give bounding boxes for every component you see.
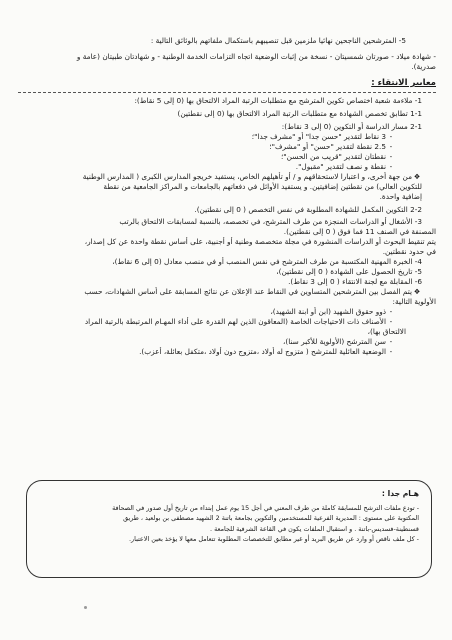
dash-bullet-icon: - <box>389 132 393 141</box>
priority-item <box>18 337 436 347</box>
tie-break-rule-cont: الأولوية التالية: <box>392 297 436 306</box>
requirement-item-5: 5- المترشحين الناجحين نهائيا ملزمين قبل تنصيبهم باستكمال ملفاتهم بالوثائق التالية : <box>150 36 406 45</box>
grade-bullet <box>18 142 436 152</box>
priority-item-text: الوضعية العائلية للمترشح ( متزوج له أولاد ،متزوج دون أولاد ،متكفل بعائلة، أعزب). <box>139 347 386 356</box>
criterion-1-1: 1-1 تطابق تخصص الشهادة مع متطلبات الرتبة المراد الالتحاق بها (0 إلى نقطتين) <box>177 109 422 118</box>
grade-bullet-text: 2.5 نقطة لتقدير "حسن" أو "مشرف"؛ <box>269 142 386 151</box>
bonus-points-line-cont: للتكوين العالي) من نقطتين إضافيتين. و يستفيد الأوائل في دفعاتهم بالجامعات و المراكز الجامعية من نقطة <box>103 182 422 191</box>
criterion-2-2: 2-2 التكوين المكمل للشهادة المطلوبة في نفس التخصص ( 0 إلى نقطتين). <box>194 205 422 214</box>
dash-bullet-icon: - <box>389 142 393 151</box>
criterion-5: 5- تاريخ الحصول على الشهادة ( 0 إلى نقطتين)، <box>276 267 422 276</box>
priority-item <box>18 317 436 327</box>
tie-break-rule <box>18 287 436 297</box>
important-note-title: هـام جدا : <box>381 489 419 498</box>
diamond-bullet-icon: ❖ <box>413 287 421 296</box>
note-line: المكتوبة على مستوى : المديرية الفرعية للمستخدمين والتكوين بجامعة باتنة 2 الشهيد مصطفى بن بولعيد ، طريق <box>123 514 419 522</box>
note-line: قسنطينة-فسديس-باتنة . و استقبال الملفات يكون في القاعة الشرفية للجامعة . <box>210 524 419 533</box>
grade-bullet-text: 3 نقاط لتقدير "حسن جدا" أو "مشرف جدا"؛ <box>251 132 386 141</box>
criterion-6: 6- المقابلة مع لجنة الانتقاء ( 0 إلى 3 نقاط). <box>288 277 422 286</box>
grade-bullet-text: نقطتان لتقدير "قريب من الحسن"؛ <box>280 152 386 161</box>
required-documents-line: - شهادة ميلاد - صورتان شمسيتان - نسخة من إثبات الوضعية اتجاه التزامات الخدمة الوطنية - و شهادتان طبيتان (عامة و <box>76 52 436 61</box>
criterion-4: 4- الخبرة المهنية المكتسبة من طرف المترشح في نفس المنصب أو في منصب معادل (0 إلى 6 نقاط)، <box>112 257 422 266</box>
required-documents-line-cont: صدرية). <box>411 62 436 71</box>
criterion-1: 1- ملاءمة شعبة اختصاص تكوين المترشح مع متطلبات الرتبة المراد الالتحاق بها (0 إلى 5 نقاط): <box>134 96 422 105</box>
criterion-3-cont: المصنفة في الصنف 11 فما فوق ( 0 إلى نقطتين). <box>283 227 436 236</box>
dash-bullet-icon: - <box>389 152 393 161</box>
grade-bullet <box>18 152 436 162</box>
dash-bullet-icon: - <box>389 337 393 346</box>
priority-item-cont: الالتحاق بها)، <box>367 327 406 336</box>
scan-speck <box>84 606 87 609</box>
priority-item <box>18 347 436 357</box>
priority-item-text: الأصناف ذات الاحتياجات الخاصة (المعاقون الذين لهم القدرة على أداء المهـام المرتبطة بالرتبة المراد <box>84 317 386 326</box>
bonus-points-line <box>18 172 436 182</box>
grade-bullet <box>18 132 436 142</box>
priority-item-text: سن المترشح (الأولوية للأكبر سنا)، <box>283 337 386 346</box>
diamond-bullet-icon: ❖ <box>413 172 421 181</box>
grade-bullet-text: نقطة و نصف لتقدير "مقبول". <box>295 162 386 171</box>
selection-criteria-heading: معايير الانتقاء : <box>371 78 436 88</box>
dash-bullet-icon: - <box>389 347 393 356</box>
criterion-2-1: 2-1 مسار الدراسة أو التكوين (0 إلى 3 نقاط): <box>281 122 422 131</box>
bonus-points-line-end: إضافية واحدة. <box>379 192 422 201</box>
bonus-points-text: من جهة أخرى، و اعتبارا لاستحقاقهم و / أو تأهيلهم الخاص، يستفيد خريجو المدارس الكبرى ( المدارس الوطنية <box>82 172 412 181</box>
dash-bullet-icon: - <box>389 162 393 171</box>
document-body <box>18 36 436 357</box>
publication-rule-cont: في حدود نقطتين. <box>382 247 436 256</box>
important-note-box <box>26 480 432 578</box>
important-note-content <box>37 489 419 545</box>
dash-bullet-icon: - <box>389 307 393 316</box>
grade-bullet <box>18 162 436 172</box>
priority-item-text: ذوو حقوق الشهيد (ابن أو ابنة الشهيد)، <box>270 307 386 316</box>
tie-break-text: يتم الفصل بين المترشحين المتساوين في النقاط عند الإعلان عن نتائج المسابقة على أساس الشهادات، حسب <box>84 287 412 296</box>
publication-rule: يتم تنقيط البحوث أو الدراسات المنشورة في مجلة متخصصة وطنية أو أجنبية، على أساس نقطة واحدة عن كل إصدار، <box>84 237 436 246</box>
dash-bullet-icon: - <box>389 317 393 326</box>
note-line: - تودع ملفات الترشح للمسابقة كاملة من طرف المعني في أجل 15 يوم عمل إبتداء من تاريخ أول صدور في الصحافة <box>112 503 419 512</box>
note-line: - كل ملف ناقص أو وارد عن طريق البريد أو غير مطابق للتخصصات المطلوبة تتعامل معها لا يؤخذ بعين الاعتبار. <box>129 535 419 543</box>
priority-item <box>18 307 436 317</box>
heading-divider <box>18 92 436 93</box>
criterion-3: 3- الأشغال أو الدراسات المنجزة من طرف المترشح، في تخصصه، بالنسبة لمسابقات الالتحاق بالرتب <box>119 217 422 226</box>
